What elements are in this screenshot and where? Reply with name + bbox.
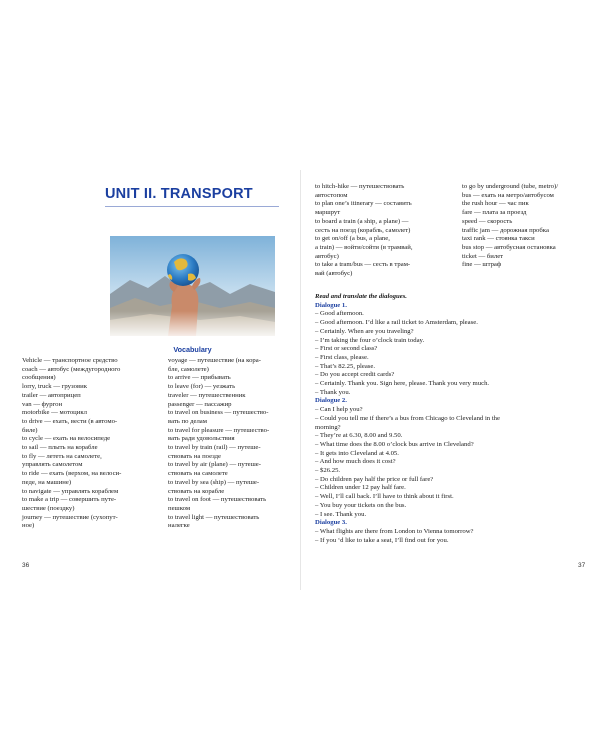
vocab-column-3 bbox=[315, 183, 457, 279]
vocab-line: to travel light — путешествовать bbox=[168, 513, 260, 521]
dialogue-line: – Do children pay half the price or full fare? bbox=[315, 475, 434, 483]
vocab-line: van — фургон bbox=[22, 400, 63, 408]
vocab-line: journey — путешествие (сухопут- bbox=[22, 513, 118, 521]
vocab-line: сесть на поезд (корабль, самолет) bbox=[315, 226, 411, 234]
vocab-column-2 bbox=[168, 357, 303, 531]
dialogues-instruction: Read and translate the dialogues. bbox=[315, 293, 407, 300]
dialogue-line: – Can I help you? bbox=[315, 406, 363, 414]
vocab-line: traveler — путешественник bbox=[168, 391, 246, 399]
vocab-line: маршрут bbox=[315, 209, 341, 217]
vocab-line: ное) bbox=[22, 522, 35, 530]
dialogue-line: – Certainly. Thank you. Sign here, please. Thank you very much. bbox=[315, 380, 490, 388]
vocab-line: the rush hour — час пик bbox=[462, 200, 529, 208]
vocab-line: taxi rank — стоянка такси bbox=[462, 235, 535, 243]
vocab-line: вать по делам bbox=[168, 417, 208, 425]
vocab-line: to sail — плыть на корабле bbox=[22, 444, 98, 452]
vocab-line: сообщения) bbox=[22, 374, 56, 382]
vocab-line: trailer — автоприцеп bbox=[22, 391, 81, 399]
globe-in-hand-photo bbox=[110, 236, 275, 336]
dialogue-line: – What flights are there from London to Vienna tomorrow? bbox=[315, 527, 474, 535]
vocab-line: motorbike — мотоцикл bbox=[22, 409, 87, 417]
vocab-line: bus — ехать на метро/автобусом bbox=[462, 191, 554, 199]
page-number-left: 36 bbox=[22, 562, 30, 569]
title-underline bbox=[105, 206, 279, 207]
vocab-line: to cycle — ехать на велосипеде bbox=[22, 435, 111, 443]
vocab-line: to ride — ехать (верхом, на велоси- bbox=[22, 470, 122, 478]
dialogue-line: morning? bbox=[315, 423, 341, 431]
vocab-line: to travel on business — путешество- bbox=[168, 409, 269, 417]
vocab-column-1 bbox=[22, 357, 157, 531]
dialogue-1-label: Dialogue 1. bbox=[315, 301, 347, 309]
vocab-line: вать ради удовольствия bbox=[168, 435, 235, 443]
dialogue-line: – Certainly. When are you traveling? bbox=[315, 327, 414, 335]
vocab-line: to make a trip — совершить путе- bbox=[22, 496, 117, 504]
vocab-line: to navigate — управлять кораблем bbox=[22, 487, 119, 495]
vocab-line: ствовать на корабле bbox=[168, 487, 225, 495]
vocab-line: управлять самолетом bbox=[22, 461, 83, 469]
vocab-line: пешком bbox=[168, 504, 191, 512]
vocab-line: lorry, truck — грузовик bbox=[22, 383, 87, 391]
vocab-line: to travel for pleasure — путешество- bbox=[168, 426, 270, 434]
dialogue-line: – And how much does it cost? bbox=[315, 458, 396, 466]
vocab-line: вай (автобус) bbox=[315, 270, 353, 278]
dialogue-line: – It gets into Cleveland at 4.05. bbox=[315, 449, 399, 457]
dialogue-2-label: Dialogue 2. bbox=[315, 397, 347, 405]
dialogue-3-label: Dialogue 3. bbox=[315, 519, 347, 527]
dialogue-line: – First class, please. bbox=[315, 353, 369, 361]
vocab-line: to travel by sea (ship) — путеше- bbox=[168, 478, 260, 486]
vocab-line: автостопом bbox=[315, 191, 348, 199]
vocab-line: to hitch-hike — путешествовать bbox=[315, 183, 405, 190]
dialogue-line: – Well, I’ll call back. I’ll have to think about it first. bbox=[315, 493, 454, 501]
dialogue-line: – Good afternoon. bbox=[315, 310, 364, 318]
dialogue-line: – If you ‘d like to take a seat, I’ll find out for you. bbox=[315, 536, 449, 544]
vocab-line: to fly — лететь на самолете, bbox=[22, 452, 102, 460]
dialogue-line: – Good afternoon. I’d like a rail ticket to Amsterdam, please. bbox=[315, 319, 478, 327]
vocab-line: ствовать на самолете bbox=[168, 470, 228, 478]
vocab-line: шествие (поездку) bbox=[22, 504, 75, 512]
vocab-line: биле) bbox=[22, 426, 38, 434]
vocab-line: ticket — билет bbox=[462, 252, 504, 260]
vocab-line: ствовать на поезде bbox=[168, 452, 222, 460]
dialogue-line: – Could you tell me if there’s a bus from Chicago to Cleveland in the bbox=[315, 414, 500, 422]
vocab-line: to take a tram/bus — сесть в трам- bbox=[315, 261, 411, 269]
vocab-line: бле, самолете) bbox=[168, 365, 209, 373]
dialogue-line: – Do you accept credit cards? bbox=[315, 371, 395, 379]
dialogue-line: – Thank you. bbox=[315, 388, 351, 396]
vocab-line: to leave (for) — уезжать bbox=[168, 383, 236, 391]
vocab-line: налегке bbox=[168, 522, 190, 530]
unit-title: UNIT II. TRANSPORT bbox=[105, 186, 253, 202]
vocab-line: coach — автобус (междугородного bbox=[22, 365, 121, 373]
vocab-line: traffic jam — дорожная пробка bbox=[462, 226, 549, 234]
vocabulary-heading: Vocabulary bbox=[173, 345, 212, 354]
dialogue-line: – What time does the 8.00 o’clock bus arrive in Cleveland? bbox=[315, 440, 474, 448]
vocab-line: voyage — путешествие (на кора- bbox=[168, 357, 261, 364]
vocab-line: to plan one’s itinerary — составить bbox=[315, 200, 412, 208]
vocab-line: passenger — пассажир bbox=[168, 400, 232, 408]
vocab-line: to travel by train (rail) — путеше- bbox=[168, 444, 261, 452]
vocab-column-4 bbox=[462, 183, 597, 270]
dialogue-line: – They’re at 6.30, 8.00 and 9.50. bbox=[315, 432, 403, 440]
vocab-line: педе, на машине) bbox=[22, 478, 72, 486]
vocab-line: to travel by air (plane) — путеше- bbox=[168, 461, 261, 469]
vocab-line: bus stop — автобусная остановка bbox=[462, 243, 556, 251]
vocab-line: Vehicle — транспортное средство bbox=[22, 357, 118, 364]
vocab-line: to travel on foot — путешествовать bbox=[168, 496, 267, 504]
dialogue-line: – You buy your tickets on the bus. bbox=[315, 501, 407, 509]
vocab-line: to board a train (a ship, a plane) — bbox=[315, 217, 409, 225]
globe-in-hand-illustration bbox=[110, 236, 275, 336]
page-number-right: 37 bbox=[578, 562, 586, 569]
vocab-line: fine — штраф bbox=[462, 261, 502, 269]
vocab-line: a train) — войти/сойти (в трамвай, bbox=[315, 243, 413, 251]
dialogue-line: – First or second class? bbox=[315, 345, 378, 353]
dialogues-section bbox=[315, 293, 590, 545]
vocab-line: to drive — ехать, вести (в автомо- bbox=[22, 417, 118, 425]
vocab-line: to go by underground (tube, metro)/ bbox=[462, 183, 559, 190]
vocab-line: speed — скорость bbox=[462, 217, 513, 225]
vocab-line: автобус) bbox=[315, 252, 339, 260]
dialogue-line: – Children under 12 pay half fare. bbox=[315, 484, 406, 492]
vocab-line: to get on/off (a bus, a plane, bbox=[315, 235, 390, 243]
vocab-line: to arrive — прибывать bbox=[168, 374, 231, 382]
dialogue-line: – I’m taking the four o’clock train today. bbox=[315, 336, 425, 344]
vocab-line: fare — плата за проезд bbox=[462, 209, 527, 217]
dialogue-line: – That’s 82.25, please. bbox=[315, 362, 376, 370]
dialogue-line: – $26.25. bbox=[315, 467, 341, 475]
dialogue-line: – I see. Thank you. bbox=[315, 510, 367, 518]
